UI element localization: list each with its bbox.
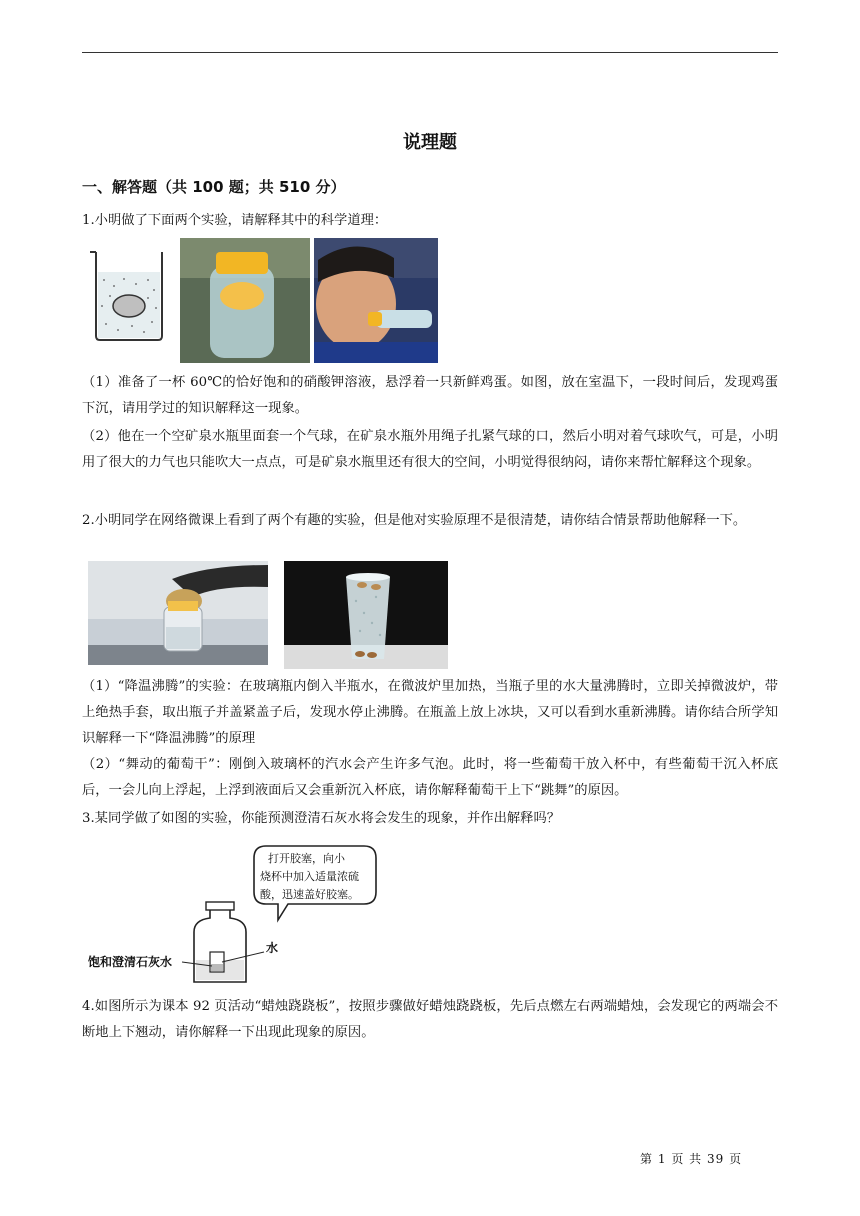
q2-boiling-photo	[88, 561, 268, 665]
label-lime-water: 饱和澄清石灰水	[88, 955, 173, 969]
footer-mid: 页 共	[671, 1152, 703, 1166]
label-water: 水	[266, 941, 279, 955]
q3-lime-water-figure	[88, 840, 380, 990]
q2-sub2: （2）“舞动的葡萄干”：刚倒入玻璃杯的汽水会产生许多气泡。此时，将一些葡萄干放入杯中，有些葡萄干沉入杯底后，一会儿向上浮起，上浮到液面后又会重新沉入杯底，请你解释葡萄干上下“跳舞”的原因。	[82, 757, 778, 798]
bubble-line-2: 烧杯中加入适量浓硫	[260, 870, 359, 883]
footer-total-pages: 39	[706, 1152, 725, 1166]
q1-sub1: （1）准备了一杯 60℃的恰好饱和的硝酸钾溶液，悬浮着一只新鲜鸡蛋。如图，放在室温下，一段时间后，发现鸡蛋下沉，请用学过的知识解释这一现象。	[82, 375, 778, 416]
q3-stem: 3.某同学做了如图的实验，你能预测澄清石灰水将会发生的现象，并作出解释吗？	[82, 811, 561, 826]
footer-page-number: 1	[657, 1152, 667, 1166]
section-heading: 一、解答题（共 100 题；共 510 分）	[82, 178, 346, 196]
footer-suffix: 页	[729, 1152, 743, 1166]
q2-raisin-photo	[284, 561, 448, 669]
bubble-line-3: 酸，迅速盖好胶塞。	[260, 888, 359, 901]
q2-sub1: （1）“降温沸腾”的实验：在玻璃瓶内倒入半瓶水，在微波炉里加热，当瓶子里的水大量沸腾时，立即关掉微波炉，带上绝热手套，取出瓶子并盖紧盖子后，发现水停止沸腾。在瓶盖上放上冰块，又可以看到水重新沸腾。请你结合所学知识解释一下“降温沸腾”的原理	[82, 679, 778, 746]
q1-beaker-figure	[88, 246, 170, 344]
q1-stem: 1.小明做了下面两个实验，请解释其中的科学道理：	[82, 213, 388, 228]
page-footer	[640, 1150, 742, 1167]
q4-stem: 4.如图所示为课本 92 页活动“蜡烛跷跷板”，按照步骤做好蜡烛跷跷板，先后点燃左右两端蜡烛，会发现它的两端会不断地上下翘动，请你解释一下出现此现象的原因。	[82, 999, 778, 1040]
bubble-line-1: 打开胶塞，向小	[268, 852, 345, 865]
q2-stem: 2.小明同学在网络微课上看到了两个有趣的实验，但是他对实验原理不是很清楚，请你结合情景帮助他解释一下。	[82, 513, 747, 528]
page-title: 说理题	[403, 132, 457, 153]
footer-prefix: 第	[640, 1152, 654, 1166]
header-rule	[82, 52, 778, 53]
q1-balloon-bottle-photos	[180, 238, 438, 363]
q1-sub2: （2）他在一个空矿泉水瓶里面套一个气球，在矿泉水瓶外用绳子扎紧气球的口，然后小明对着气球吹气，可是，小明用了很大的力气也只能吹大一点点，可是矿泉水瓶里还有很大的空间，小明觉得很纳闷，请你来帮忙解释这个现象。	[82, 429, 778, 470]
